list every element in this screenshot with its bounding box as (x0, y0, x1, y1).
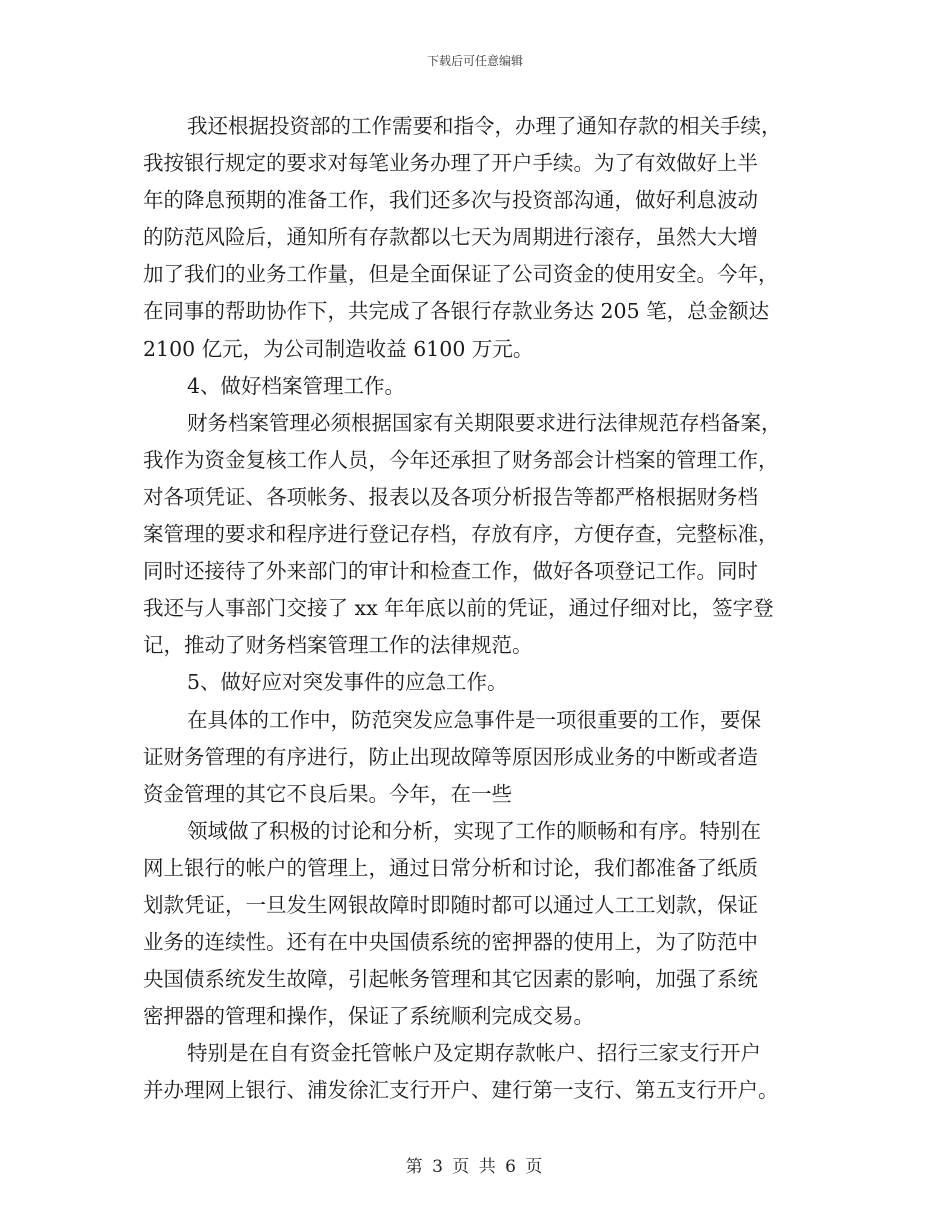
text-line: 央国债系统发生故障，引起帐务管理和其它因素的影响，加强了系统 (143, 967, 758, 992)
text-line: 我还根据投资部的工作需要和指令，办理了通知存款的相关手续， (187, 114, 782, 138)
text-line: 我作为资金复核工作人员，今年还承担了财务部会计档案的管理工作， (143, 447, 779, 472)
page-header: 下载后可任意编辑 (426, 54, 523, 68)
text-line: 4、做好档案管理工作。 (187, 373, 406, 398)
text-line: 业务的连续性。还有在中央国债系统的密押器的使用上，为了防范中 (143, 930, 758, 955)
text-line: 领域做了积极的讨论和分析，实现了工作的顺畅和有序。特别在 (187, 818, 761, 843)
text-line: 证财务管理的有序进行，防止出现故障等原因形成业务的中断或者造 (143, 744, 758, 769)
page-number: 第 3 页 共 6 页 (405, 1157, 545, 1177)
text-line: 加了我们的业务工作量，但是全面保证了公司资金的使用安全。今年， (143, 262, 779, 287)
text-line: 财务档案管理必须根据国家有关期限要求进行法律规范存档备案， (187, 410, 782, 435)
text-line: 我还与人事部门交接了 xx 年年底以前的凭证，通过仔细对比，签字登 (143, 596, 774, 621)
text-line: 同时还接待了外来部门的审计和检查工作，做好各项登记工作。同时 (143, 559, 758, 584)
text-line: 的防范风险后，通知所有存款都以七天为周期进行滚存，虽然大大增 (143, 225, 758, 250)
text-line: 记，推动了财务档案管理工作的法律规范。 (143, 633, 533, 658)
text-line: 并办理网上银行、浦发徐汇支行开户、建行第一支行、第五支行开户。 (143, 1078, 779, 1103)
text-line: 案管理的要求和程序进行登记存档，存放有序，方便存查，完整标准， (143, 522, 779, 547)
text-line: 划款凭证，一旦发生网银故障时即随时都可以通过人工工划款，保证 (143, 892, 758, 917)
document-body (143, 108, 808, 1110)
text-line: 密押器的管理和操作，保证了系统顺利完成交易。 (143, 1004, 594, 1029)
text-line: 在同事的帮助协作下，共完成了各银行存款业务达 205 笔，总金额达 (143, 299, 770, 324)
text-line: 年的降息预期的准备工作，我们还多次与投资部沟通，做好利息波动 (143, 188, 758, 213)
text-line: 我按银行规定的要求对每笔业务办理了开户手续。为了有效做好上半 (143, 151, 758, 176)
text-line: 特别是在自有资金托管帐户及定期存款帐户、招行三家支行开户 (187, 1041, 761, 1066)
text-line: 资金管理的其它不良后果。今年，在一些 (143, 781, 512, 806)
text-line: 网上银行的帐户的管理上，通过日常分析和讨论，我们都准备了纸质 (143, 855, 758, 880)
text-line: 2100 亿元，为公司制造收益 6100 万元。 (143, 336, 534, 361)
text-line: 5、做好应对突发事件的应急工作。 (187, 670, 508, 695)
text-line: 在具体的工作中，防范突发应急事件是一项很重要的工作，要保 (187, 707, 761, 732)
text-line: 对各项凭证、各项帐务、报表以及各项分析报告等都严格根据财务档 (143, 484, 758, 509)
